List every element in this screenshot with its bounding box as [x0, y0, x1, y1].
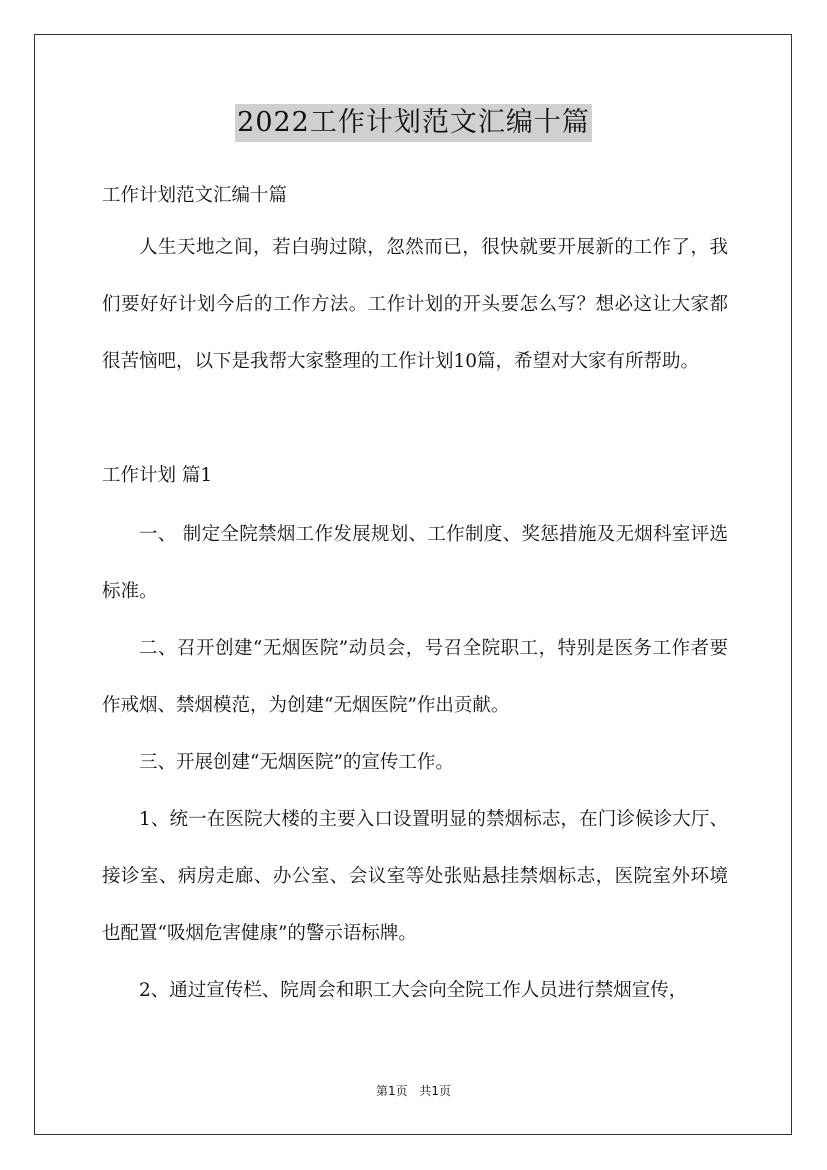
- page-number: 第1页: [375, 1084, 408, 1098]
- section-heading: 工作计划 篇1: [102, 465, 213, 486]
- body-paragraph-4: 1、统一在医院大楼的主要入口设置明显的禁烟标志，在门诊候诊大厅、接诊室、病房走廊、办公室、会议室等处张贴悬挂禁烟标志，医院室外环境也配置“吸烟危害健康”的警示语标牌。: [102, 809, 728, 944]
- intro-paragraph: 人生天地之间，若白驹过隙，忽然而已，很快就要开展新的工作了，我们要好好计划今后的工作方法。工作计划的开头要怎么写？想必这让大家都很苦恼吧，以下是我帮大家整理的工作计划10篇，希望对大家有所帮助。: [102, 237, 728, 372]
- body-paragraph-1: 一、 制定全院禁烟工作发展规划、工作制度、奖惩措施及无烟科室评选标准。: [102, 524, 728, 602]
- body-paragraph-5: 2、通过宣传栏、院周会和职工大会向全院工作人员进行禁烟宣传，: [139, 980, 688, 1001]
- document-title: 2022工作计划范文汇编十篇: [235, 104, 592, 142]
- body-paragraph-3: 三、开展创建“无烟医院”的宣传工作。: [139, 752, 454, 773]
- body-paragraph-2: 二、召开创建“无烟医院”动员会，号召全院职工，特别是医务工作者要作戒烟、禁烟模范，为创建“无烟医院”作出贡献。: [102, 638, 728, 716]
- page-total: 共1页: [419, 1084, 452, 1098]
- page-footer: [0, 1082, 827, 1099]
- title-container: [0, 104, 827, 142]
- document-body: [102, 172, 728, 1019]
- document-subtitle: 工作计划范文汇编十篇: [102, 185, 288, 206]
- paragraph-spacer: [102, 390, 728, 447]
